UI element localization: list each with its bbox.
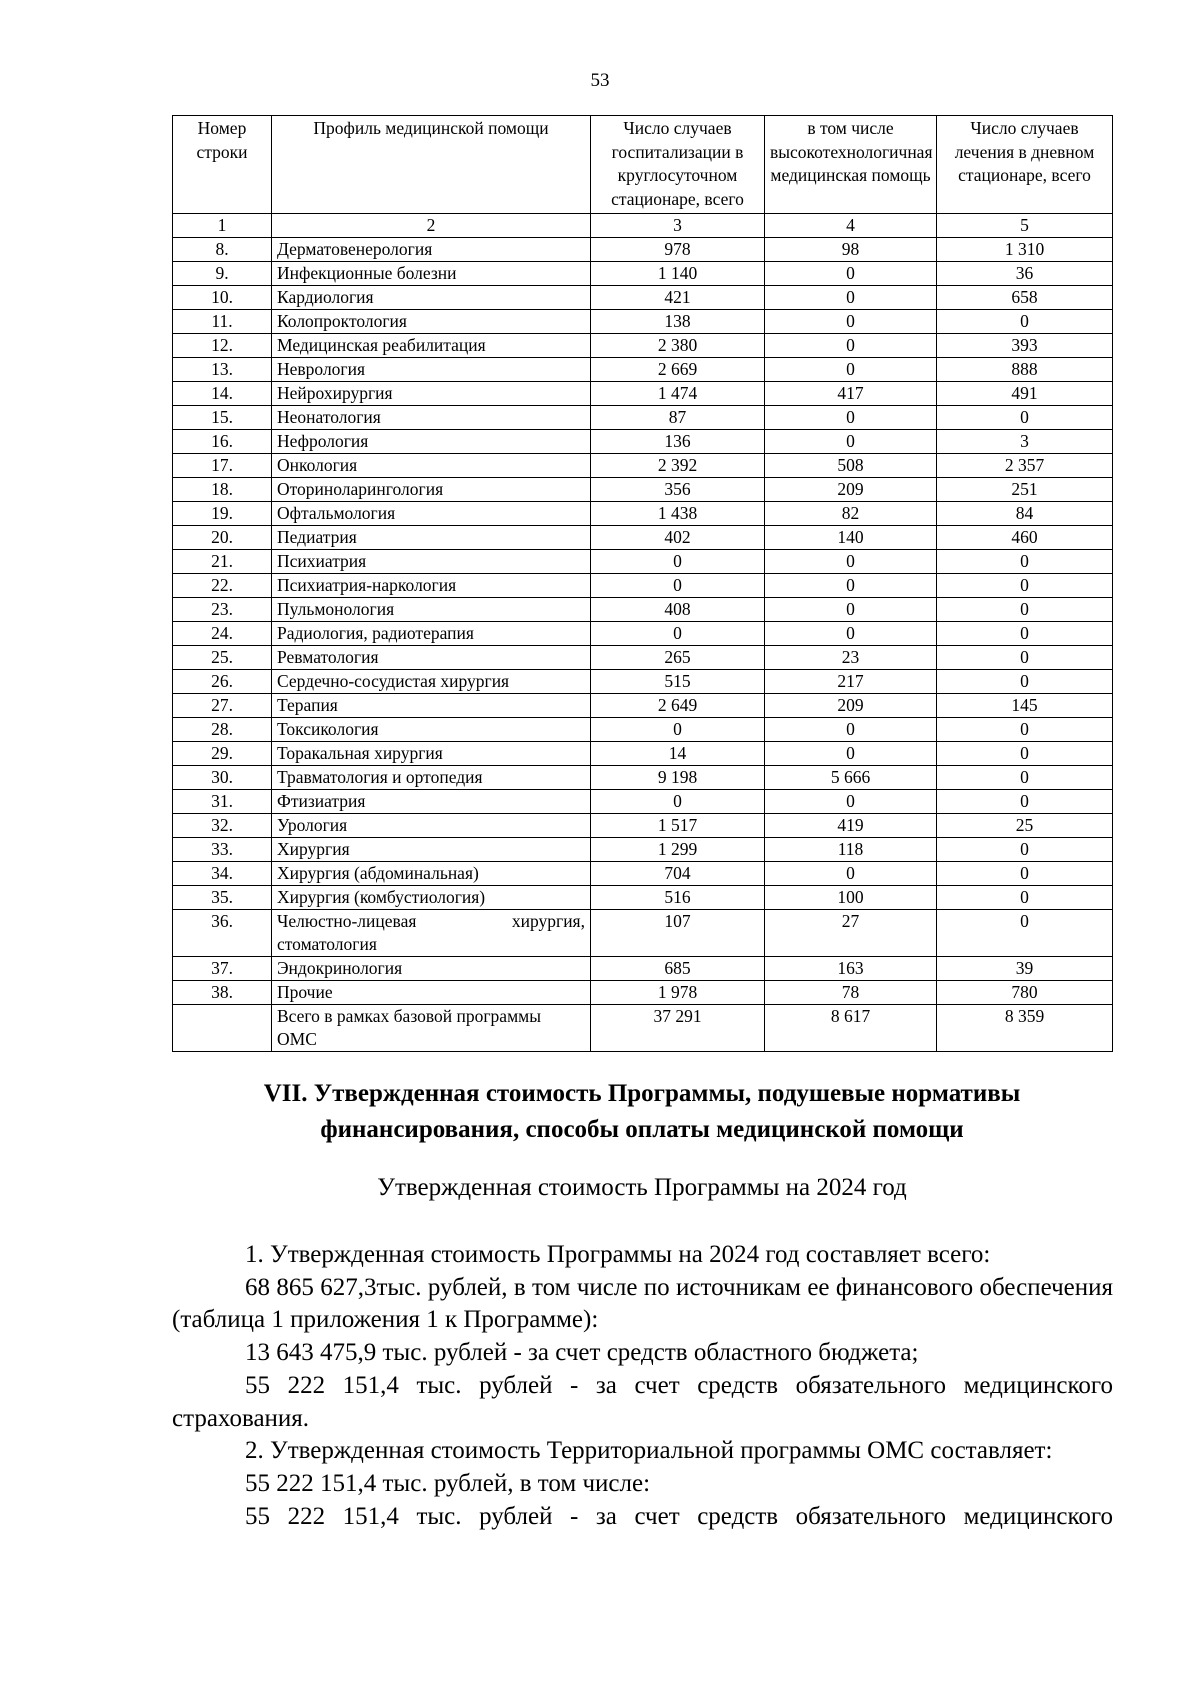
- profile-name: Урология: [272, 814, 591, 838]
- table-row: [173, 694, 1113, 718]
- header-row-number: Номер строки: [173, 116, 272, 214]
- column-number: 3: [591, 214, 765, 238]
- day-hospital-cases: 888: [937, 358, 1113, 382]
- table-row: [173, 382, 1113, 406]
- table-body: [173, 238, 1113, 1052]
- profile-name: Хирургия: [272, 838, 591, 862]
- table-row: [173, 430, 1113, 454]
- paragraph: 2. Утвержденная стоимость Территориальной программы ОМС составляет:: [245, 1437, 1053, 1465]
- day-hospital-cases: 251: [937, 478, 1113, 502]
- column-number: 2: [272, 214, 591, 238]
- profile-name: Прочие: [272, 981, 591, 1005]
- day-hospital-cases: 8 359: [937, 1005, 1113, 1052]
- high-tech-cases: 0: [765, 334, 937, 358]
- row-number: 22.: [173, 574, 272, 598]
- inpatient-cases: 37 291: [591, 1005, 765, 1052]
- inpatient-cases: 978: [591, 238, 765, 262]
- row-number: 38.: [173, 981, 272, 1005]
- day-hospital-cases: 0: [937, 646, 1113, 670]
- column-number: 1: [173, 214, 272, 238]
- high-tech-cases: 0: [765, 550, 937, 574]
- day-hospital-cases: 460: [937, 526, 1113, 550]
- day-hospital-cases: 0: [937, 718, 1113, 742]
- day-hospital-cases: 0: [937, 910, 1113, 957]
- high-tech-cases: 0: [765, 790, 937, 814]
- high-tech-cases: 78: [765, 981, 937, 1005]
- row-number: 11.: [173, 310, 272, 334]
- hospitalization-table: [172, 115, 1113, 1052]
- inpatient-cases: 2 392: [591, 454, 765, 478]
- profile-name: Терапия: [272, 694, 591, 718]
- row-number: 14.: [173, 382, 272, 406]
- table-row: [173, 862, 1113, 886]
- table-row: [173, 910, 1113, 957]
- high-tech-cases: 0: [765, 718, 937, 742]
- high-tech-cases: 163: [765, 957, 937, 981]
- profile-name: Педиатрия: [272, 526, 591, 550]
- profile-name: Медицинская реабилитация: [272, 334, 591, 358]
- row-number: 37.: [173, 957, 272, 981]
- table-row: [173, 838, 1113, 862]
- day-hospital-cases: 393: [937, 334, 1113, 358]
- profile-name: Психиатрия: [272, 550, 591, 574]
- day-hospital-cases: 84: [937, 502, 1113, 526]
- high-tech-cases: 27: [765, 910, 937, 957]
- high-tech-cases: 0: [765, 286, 937, 310]
- high-tech-cases: 23: [765, 646, 937, 670]
- inpatient-cases: 0: [591, 790, 765, 814]
- profile-name: Челюстно-лицевая хирургия, стоматология: [272, 910, 591, 957]
- table-row: [173, 766, 1113, 790]
- inpatient-cases: 402: [591, 526, 765, 550]
- inpatient-cases: 9 198: [591, 766, 765, 790]
- profile-name: Онкология: [272, 454, 591, 478]
- row-number: 19.: [173, 502, 272, 526]
- table-row: [173, 550, 1113, 574]
- header-inpatient-cases: Число случаев госпитализации в круглосуточном стационаре, всего: [591, 116, 765, 214]
- paragraph: 55 222 151,4 тыс. рублей - за счет средств обязательного медицинского: [245, 1502, 1113, 1530]
- inpatient-cases: 408: [591, 598, 765, 622]
- row-number: 33.: [173, 838, 272, 862]
- header-high-tech: в том числе высокотехнологичная медицинская помощь: [765, 116, 937, 214]
- row-number: 13.: [173, 358, 272, 382]
- row-number: 12.: [173, 334, 272, 358]
- section-subtitle: Утвержденная стоимость Программы на 2024 год: [377, 1174, 907, 1201]
- profile-name: Торакальная хирургия: [272, 742, 591, 766]
- day-hospital-cases: 0: [937, 742, 1113, 766]
- inpatient-cases: 421: [591, 286, 765, 310]
- profile-name: Эндокринология: [272, 957, 591, 981]
- inpatient-cases: 2 380: [591, 334, 765, 358]
- high-tech-cases: 0: [765, 862, 937, 886]
- profile-name: Радиология, радиотерапия: [272, 622, 591, 646]
- inpatient-cases: 138: [591, 310, 765, 334]
- inpatient-cases: 704: [591, 862, 765, 886]
- table-row: [173, 646, 1113, 670]
- table-row: [173, 286, 1113, 310]
- inpatient-cases: 515: [591, 670, 765, 694]
- profile-name: Сердечно-сосудистая хирургия: [272, 670, 591, 694]
- day-hospital-cases: 0: [937, 310, 1113, 334]
- profile-name: Токсикология: [272, 718, 591, 742]
- inpatient-cases: 2 669: [591, 358, 765, 382]
- day-hospital-cases: 0: [937, 766, 1113, 790]
- high-tech-cases: 0: [765, 310, 937, 334]
- high-tech-cases: 0: [765, 742, 937, 766]
- row-number: 27.: [173, 694, 272, 718]
- day-hospital-cases: 0: [937, 406, 1113, 430]
- table-row: [173, 238, 1113, 262]
- profile-name: Оториноларингология: [272, 478, 591, 502]
- inpatient-cases: 0: [591, 574, 765, 598]
- day-hospital-cases: 39: [937, 957, 1113, 981]
- table-row: [173, 718, 1113, 742]
- header-profile: Профиль медицинской помощи: [272, 116, 591, 214]
- profile-name: Неонатология: [272, 406, 591, 430]
- table-row: [173, 742, 1113, 766]
- table-row: [173, 310, 1113, 334]
- high-tech-cases: 508: [765, 454, 937, 478]
- high-tech-cases: 0: [765, 598, 937, 622]
- row-number: 17.: [173, 454, 272, 478]
- page-number: 53: [590, 70, 610, 91]
- high-tech-cases: 0: [765, 622, 937, 646]
- day-hospital-cases: 145: [937, 694, 1113, 718]
- paragraph: 55 222 151,4 тыс. рублей - за счет средств обязательного медицинского страхования.: [172, 1371, 1113, 1432]
- paragraph: 13 643 475,9 тыс. рублей - за счет средств областного бюджета;: [245, 1339, 919, 1367]
- row-number: 30.: [173, 766, 272, 790]
- day-hospital-cases: 780: [937, 981, 1113, 1005]
- profile-name: Хирургия (абдоминальная): [272, 862, 591, 886]
- high-tech-cases: 118: [765, 838, 937, 862]
- high-tech-cases: 0: [765, 358, 937, 382]
- table-row: [173, 334, 1113, 358]
- row-number: 24.: [173, 622, 272, 646]
- table-row: [173, 526, 1113, 550]
- day-hospital-cases: 0: [937, 790, 1113, 814]
- profile-name: Пульмонология: [272, 598, 591, 622]
- table-row: [173, 670, 1113, 694]
- table-row: [173, 957, 1113, 981]
- inpatient-cases: 0: [591, 550, 765, 574]
- table-row: [173, 886, 1113, 910]
- day-hospital-cases: 0: [937, 574, 1113, 598]
- high-tech-cases: 0: [765, 406, 937, 430]
- table-row: [173, 981, 1113, 1005]
- row-number: 15.: [173, 406, 272, 430]
- row-number: [173, 1005, 272, 1052]
- day-hospital-cases: 1 310: [937, 238, 1113, 262]
- day-hospital-cases: 36: [937, 262, 1113, 286]
- row-number: 21.: [173, 550, 272, 574]
- inpatient-cases: 107: [591, 910, 765, 957]
- day-hospital-cases: 658: [937, 286, 1113, 310]
- row-number: 18.: [173, 478, 272, 502]
- high-tech-cases: 8 617: [765, 1005, 937, 1052]
- inpatient-cases: 356: [591, 478, 765, 502]
- table-row: [173, 358, 1113, 382]
- inpatient-cases: 0: [591, 622, 765, 646]
- row-number: 16.: [173, 430, 272, 454]
- high-tech-cases: 100: [765, 886, 937, 910]
- day-hospital-cases: 0: [937, 622, 1113, 646]
- profile-name: Кардиология: [272, 286, 591, 310]
- profile-name: Всего в рамках базовой программы ОМС: [272, 1005, 591, 1052]
- table-row: [173, 814, 1113, 838]
- profile-name: Колопроктология: [272, 310, 591, 334]
- profile-name: Нейрохирургия: [272, 382, 591, 406]
- row-number: 36.: [173, 910, 272, 957]
- row-number: 25.: [173, 646, 272, 670]
- table-total-row: [173, 1005, 1113, 1052]
- table-row: [173, 790, 1113, 814]
- inpatient-cases: 1 978: [591, 981, 765, 1005]
- row-number: 35.: [173, 886, 272, 910]
- inpatient-cases: 685: [591, 957, 765, 981]
- section-body: [172, 1239, 1113, 1533]
- section-heading: VII. Утвержденная стоимость Программы, подушевые нормативы финансирования, способы оплаты медицинской помощи: [263, 1080, 1021, 1143]
- high-tech-cases: 140: [765, 526, 937, 550]
- profile-name: Психиатрия-наркология: [272, 574, 591, 598]
- high-tech-cases: 5 666: [765, 766, 937, 790]
- table-header-row: [173, 116, 1113, 214]
- profile-name: Офтальмология: [272, 502, 591, 526]
- day-hospital-cases: 2 357: [937, 454, 1113, 478]
- high-tech-cases: 0: [765, 430, 937, 454]
- inpatient-cases: 1 140: [591, 262, 765, 286]
- profile-name: Инфекционные болезни: [272, 262, 591, 286]
- row-number: 29.: [173, 742, 272, 766]
- inpatient-cases: 516: [591, 886, 765, 910]
- day-hospital-cases: 0: [937, 550, 1113, 574]
- inpatient-cases: 1 299: [591, 838, 765, 862]
- column-number: 5: [937, 214, 1113, 238]
- day-hospital-cases: 0: [937, 862, 1113, 886]
- paragraph: 55 222 151,4 тыс. рублей, в том числе:: [245, 1469, 651, 1497]
- row-number: 34.: [173, 862, 272, 886]
- table-row: [173, 454, 1113, 478]
- inpatient-cases: 0: [591, 718, 765, 742]
- column-number: 4: [765, 214, 937, 238]
- row-number: 8.: [173, 238, 272, 262]
- high-tech-cases: 419: [765, 814, 937, 838]
- row-number: 26.: [173, 670, 272, 694]
- profile-name: Нефрология: [272, 430, 591, 454]
- inpatient-cases: 2 649: [591, 694, 765, 718]
- profile-name: Неврология: [272, 358, 591, 382]
- high-tech-cases: 209: [765, 478, 937, 502]
- table-row: [173, 574, 1113, 598]
- inpatient-cases: 14: [591, 742, 765, 766]
- row-number: 9.: [173, 262, 272, 286]
- row-number: 31.: [173, 790, 272, 814]
- high-tech-cases: 0: [765, 262, 937, 286]
- table-row: [173, 598, 1113, 622]
- high-tech-cases: 82: [765, 502, 937, 526]
- column-number-row: [173, 214, 1113, 238]
- day-hospital-cases: 0: [937, 838, 1113, 862]
- row-number: 28.: [173, 718, 272, 742]
- high-tech-cases: 217: [765, 670, 937, 694]
- row-number: 20.: [173, 526, 272, 550]
- inpatient-cases: 265: [591, 646, 765, 670]
- inpatient-cases: 87: [591, 406, 765, 430]
- row-number: 23.: [173, 598, 272, 622]
- inpatient-cases: 1 474: [591, 382, 765, 406]
- profile-name: Фтизиатрия: [272, 790, 591, 814]
- day-hospital-cases: 0: [937, 886, 1113, 910]
- day-hospital-cases: 25: [937, 814, 1113, 838]
- paragraph: 68 865 627,3тыс. рублей, в том числе по источникам ее финансового обеспечения (таблица 1 приложения 1 к Программе):: [172, 1273, 1113, 1334]
- table-row: [173, 406, 1113, 430]
- high-tech-cases: 98: [765, 238, 937, 262]
- table-row: [173, 478, 1113, 502]
- row-number: 10.: [173, 286, 272, 310]
- inpatient-cases: 1 517: [591, 814, 765, 838]
- day-hospital-cases: 0: [937, 598, 1113, 622]
- profile-name: Травматология и ортопедия: [272, 766, 591, 790]
- day-hospital-cases: 3: [937, 430, 1113, 454]
- profile-name: Хирургия (комбустиология): [272, 886, 591, 910]
- high-tech-cases: 209: [765, 694, 937, 718]
- header-day-hospital: Число случаев лечения в дневном стационаре, всего: [937, 116, 1113, 214]
- table-row: [173, 502, 1113, 526]
- table-row: [173, 262, 1113, 286]
- day-hospital-cases: 0: [937, 670, 1113, 694]
- row-number: 32.: [173, 814, 272, 838]
- day-hospital-cases: 491: [937, 382, 1113, 406]
- paragraph: 1. Утвержденная стоимость Программы на 2024 год составляет всего:: [245, 1241, 991, 1268]
- profile-name: Ревматология: [272, 646, 591, 670]
- high-tech-cases: 417: [765, 382, 937, 406]
- table-row: [173, 622, 1113, 646]
- profile-name: Дерматовенерология: [272, 238, 591, 262]
- inpatient-cases: 1 438: [591, 502, 765, 526]
- inpatient-cases: 136: [591, 430, 765, 454]
- high-tech-cases: 0: [765, 574, 937, 598]
